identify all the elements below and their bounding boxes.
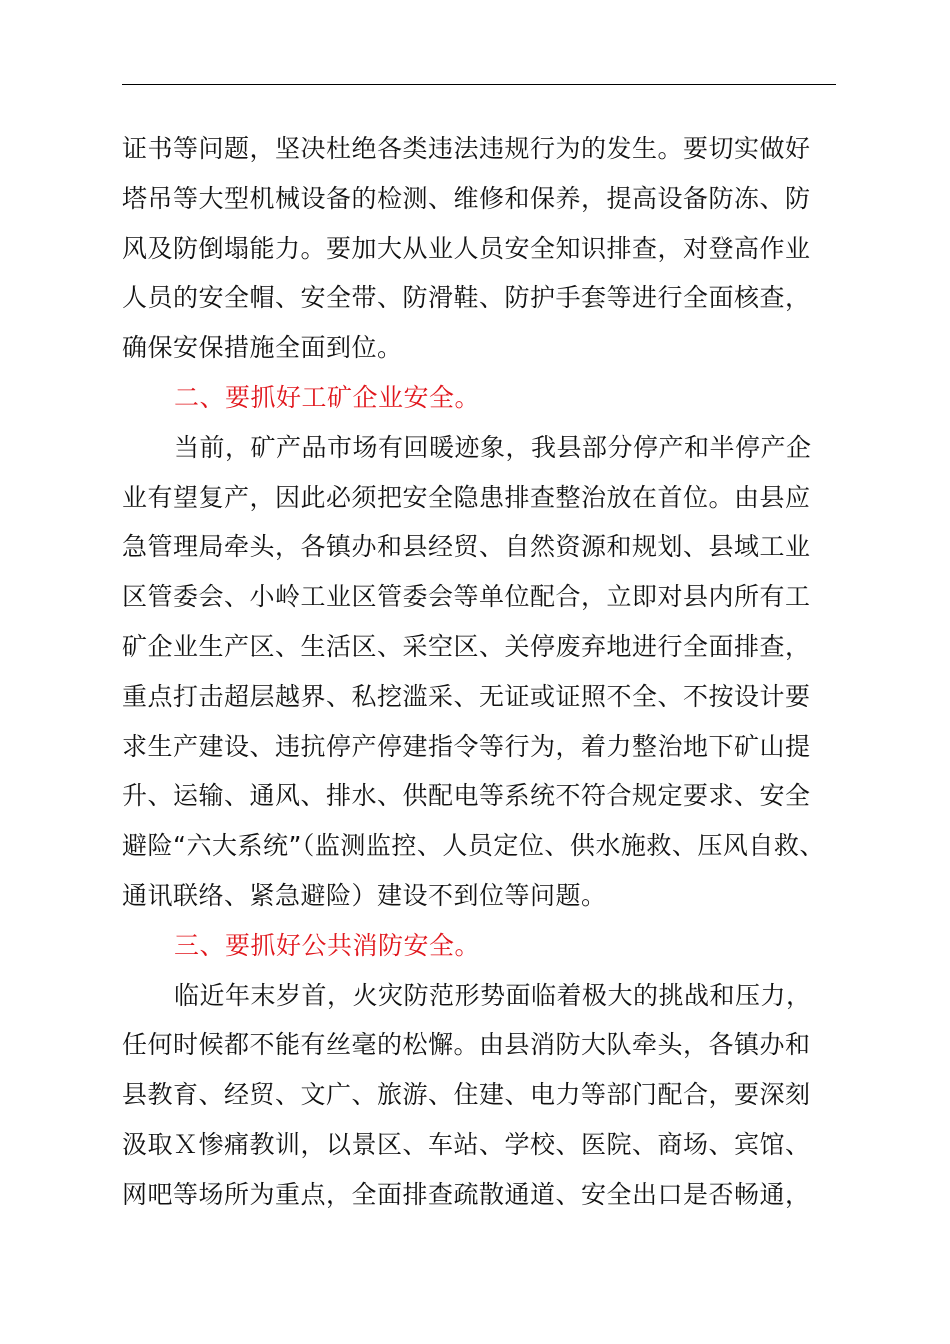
paragraph-line: 通讯联络、紧急避险）建设不到位等问题。 [122, 880, 607, 910]
paragraph-line: 证书等问题，坚决杜绝各类违法违规行为的发生。要切实做好 [122, 134, 811, 163]
paragraph-line: 网吧等场所为重点，全面排查疏散通道、安全出口是否畅通， [122, 1179, 811, 1209]
paragraph-line: 矿企业生产区、生活区、采空区、关停废弃地进行全面排查， [122, 631, 811, 661]
section-heading: 二、要抓好工矿企业安全。 [174, 382, 481, 412]
header-divider [122, 84, 836, 85]
paragraph-line: 汲取Ｘ惨痛教训，以景区、车站、学校、医院、商场、宾馆、 [122, 1129, 811, 1159]
paragraph-line: 区管委会、小岭工业区管委会等单位配合，立即对县内所有工 [122, 582, 811, 612]
paragraph-line: 塔吊等大型机械设备的检测、维修和保养，提高设备防冻、防 [122, 183, 811, 213]
paragraph-line: 风及防倒塌能力。要加大从业人员安全知识排查，对登高作业 [122, 233, 811, 263]
paragraph-line: 确保安保措施全面到位。 [122, 333, 403, 363]
paragraph-line: 人员的安全帽、安全带、防滑鞋、防护手套等进行全面核查， [122, 283, 811, 313]
paragraph-line: 县教育、经贸、文广、旅游、住建、电力等部门配合，要深刻 [122, 1080, 811, 1110]
paragraph-line: 业有望复产，因此必须把安全隐患排查整治放在首位。由县应 [122, 482, 811, 512]
paragraph-line: 当前，矿产品市场有回暖迹象，我县部分停产和半停产企 [174, 432, 812, 462]
paragraph-line: 重点打击超层越界、私挖滥采、无证或证照不全、不按设计要 [122, 681, 811, 711]
section-heading: 三、要抓好公共消防安全。 [174, 930, 481, 960]
paragraph-line: 临近年末岁首，火灾防范形势面临着极大的挑战和压力， [174, 980, 812, 1010]
paragraph-line: 急管理局牵头，各镇办和县经贸、自然资源和规划、县域工业 [122, 532, 811, 562]
document-body [122, 124, 847, 1220]
paragraph-line: 任何时候都不能有丝毫的松懈。由县消防大队牵头，各镇办和 [122, 1030, 811, 1060]
paragraph-line: 避险“六大系统”（监测监控、人员定位、供水施救、压风自救、 [122, 831, 825, 861]
paragraph-line: 升、运输、通风、排水、供配电等系统不符合规定要求、安全 [122, 781, 811, 811]
paragraph-line: 求生产建设、违抗停产停建指令等行为，着力整治地下矿山提 [122, 731, 811, 761]
